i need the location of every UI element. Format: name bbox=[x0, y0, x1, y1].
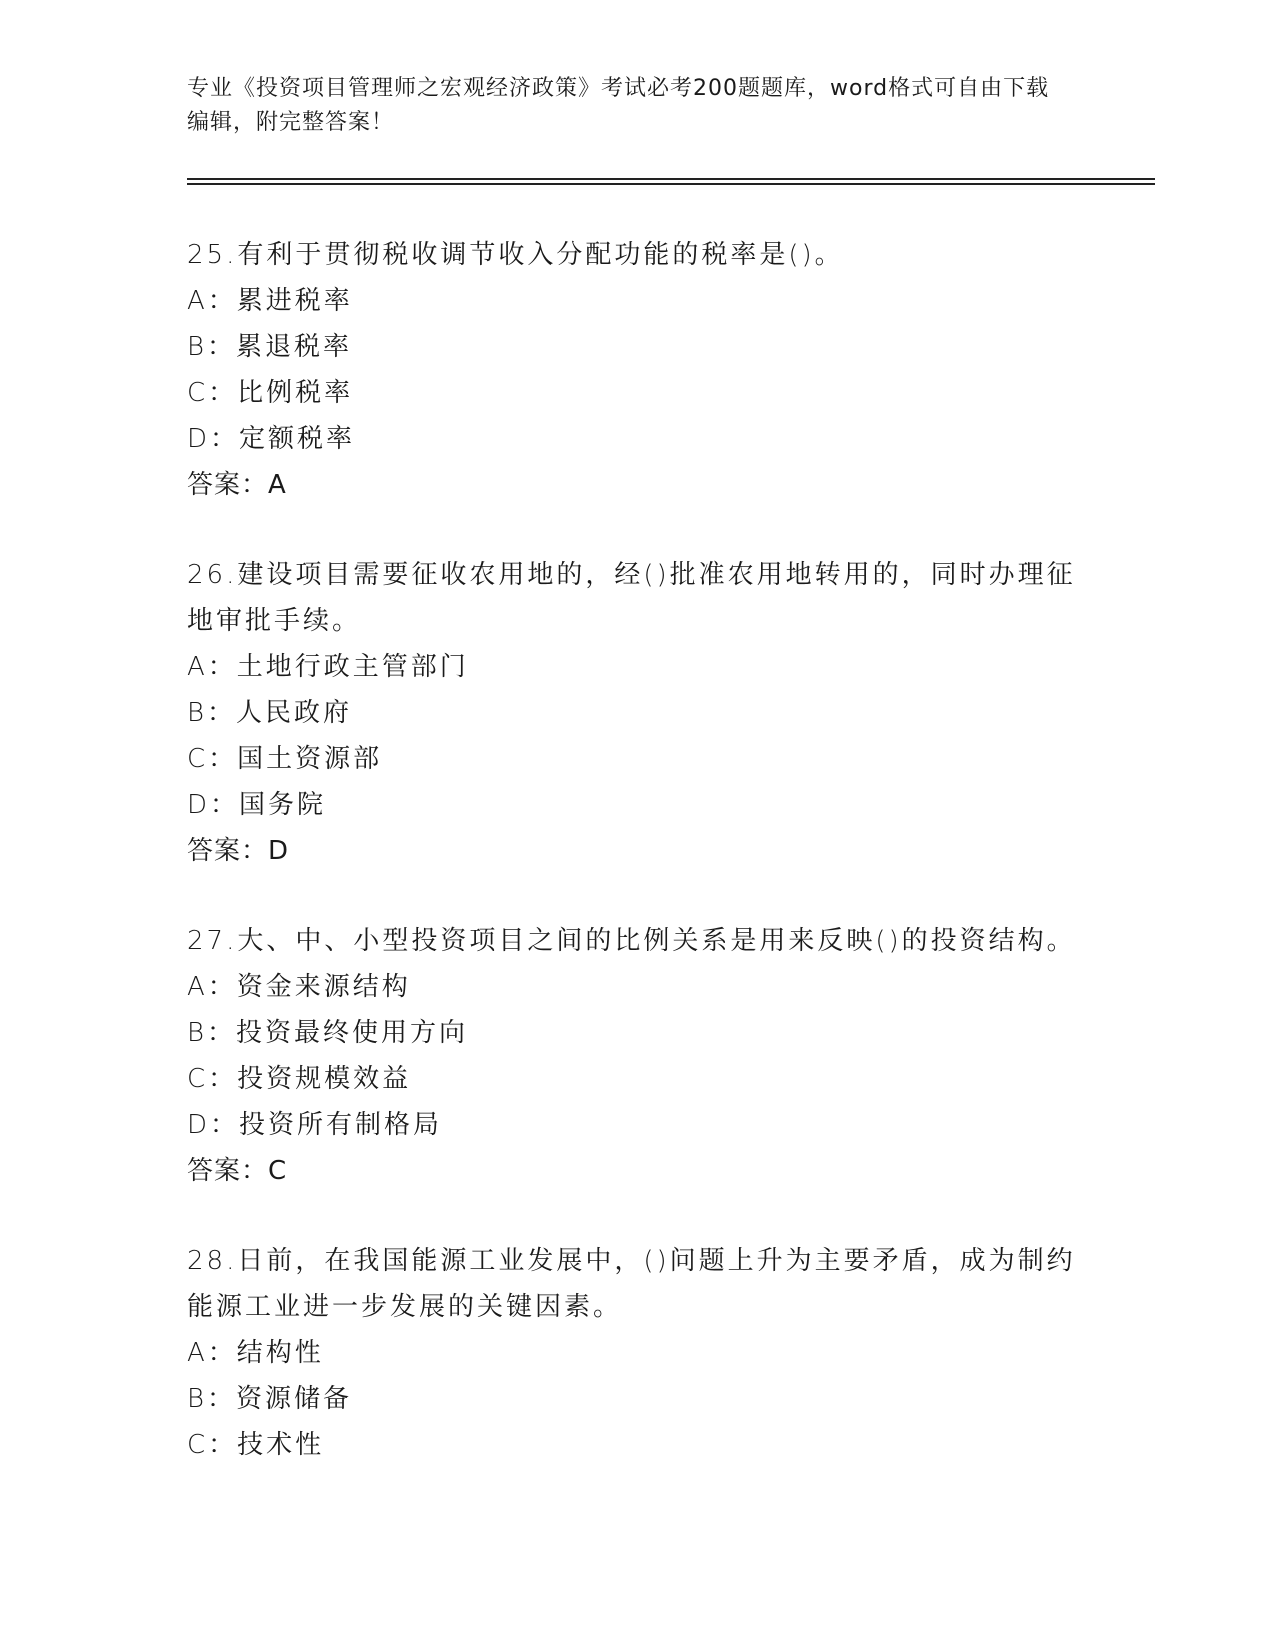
option-a: A：结构性 bbox=[187, 1338, 324, 1368]
option-a: A：资金来源结构 bbox=[187, 972, 411, 1002]
question-stem: 28.日前，在我国能源工业发展中，()问题上升为主要矛盾，成为制约能源工业进一步发展的关键因素。 bbox=[187, 1246, 1076, 1322]
question-stem: 26.建设项目需要征收农用地的，经()批准农用地转用的，同时办理征地审批手续。 bbox=[187, 560, 1076, 636]
question-list bbox=[187, 232, 1087, 1512]
option-d: D：定额税率 bbox=[187, 424, 356, 454]
question-item bbox=[187, 1238, 1087, 1468]
question-stem: 25.有利于贯彻税收调节收入分配功能的税率是()。 bbox=[187, 240, 844, 270]
option-b: B：人民政府 bbox=[187, 698, 353, 728]
document-header: 专业《投资项目管理师之宏观经济政策》考试必考200题题库，word格式可自由下载编辑，附完整答案！ bbox=[187, 76, 1050, 135]
option-a: A：累进税率 bbox=[187, 286, 353, 316]
answer-line: 答案：D bbox=[187, 836, 290, 866]
header-rule-bottom bbox=[187, 183, 1155, 185]
question-item bbox=[187, 232, 1087, 508]
option-d: D：投资所有制格局 bbox=[187, 1110, 443, 1140]
option-c: C：技术性 bbox=[187, 1430, 325, 1460]
answer-line: 答案：A bbox=[187, 470, 287, 500]
question-stem: 27.大、中、小型投资项目之间的比例关系是用来反映()的投资结构。 bbox=[187, 926, 1076, 956]
option-c: C：比例税率 bbox=[187, 378, 354, 408]
option-b: B：资源储备 bbox=[187, 1384, 353, 1414]
option-b: B：累退税率 bbox=[187, 332, 353, 362]
option-d: D：国务院 bbox=[187, 790, 327, 820]
question-item bbox=[187, 918, 1087, 1194]
question-item bbox=[187, 552, 1087, 874]
answer-line: 答案：C bbox=[187, 1156, 288, 1186]
option-a: A：土地行政主管部门 bbox=[187, 652, 469, 682]
option-c: C：投资规模效益 bbox=[187, 1064, 412, 1094]
option-c: C：国土资源部 bbox=[187, 744, 383, 774]
header-rule-top bbox=[187, 178, 1155, 180]
option-b: B：投资最终使用方向 bbox=[187, 1018, 469, 1048]
